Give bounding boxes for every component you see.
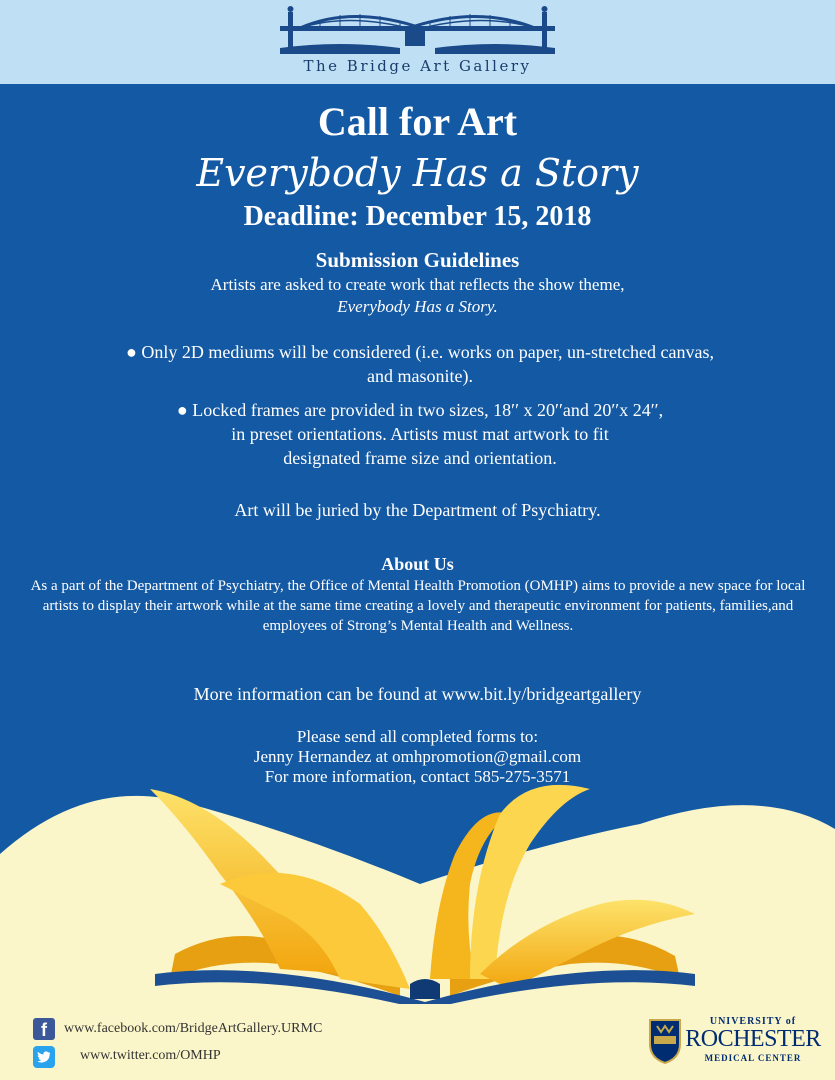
deadline: Deadline: December 15, 2018	[243, 201, 592, 232]
logo-medical-center: MEDICAL CENTER	[704, 1053, 802, 1063]
guidelines-intro	[0, 274, 835, 318]
guidelines-intro-line: Artists are asked to create work that reflects the show theme,	[210, 275, 625, 294]
more-info: More information can be found at www.bit.ly/bridgeartgallery	[193, 684, 642, 704]
about-body: As a part of the Department of Psychiatry, the Office of Mental Health Promotion (OMHP) aims to provide a new space for local artists to display their artwork while at the same time creating a lovely and therapeutic environment for patients, families,and employees of Strong’s Mental Health and Wellness.	[30, 578, 806, 634]
bullet-mediums-line2: and masonite).	[367, 366, 473, 386]
poster-subtitle: Everybody Has a Story	[196, 151, 639, 195]
logo-university: UNIVERSITY of	[709, 1016, 797, 1027]
header-banner	[0, 0, 835, 84]
university-shield-icon	[648, 1018, 682, 1064]
gallery-name: The Bridge Art Gallery	[303, 57, 532, 75]
about-title: About Us	[381, 554, 454, 574]
guideline-bullet-frames	[80, 398, 760, 470]
juried-note: Art will be juried by the Department of Psychiatry.	[234, 500, 601, 520]
logo-name: ROCHESTER	[685, 1026, 821, 1052]
facebook-link[interactable]: www.facebook.com/BridgeArtGallery.URMC	[64, 1021, 323, 1036]
twitter-link[interactable]: www.twitter.com/OMHP	[80, 1048, 221, 1063]
bridge-illustration	[280, 4, 555, 56]
facebook-icon[interactable]: f	[33, 1018, 55, 1040]
poster-title: Call for Art	[317, 99, 518, 144]
send-line: Please send all completed forms to:	[296, 727, 539, 746]
guidelines-title: Submission Guidelines	[315, 248, 520, 272]
twitter-icon[interactable]	[33, 1046, 55, 1068]
contact-phone-line: For more information, contact 585-275-3571	[264, 767, 571, 786]
guideline-bullet-mediums	[15, 340, 825, 388]
guidelines-theme: Everybody Has a Story.	[337, 297, 498, 316]
contact-email-line: Jenny Hernandez at omhpromotion@gmail.com	[253, 747, 582, 766]
twitter-bird-icon	[33, 1046, 55, 1068]
open-book-illustration	[150, 774, 700, 1004]
bullet-frames-line2: in preset orientations. Artists must mat artwork to fit	[231, 424, 609, 444]
bullet-mediums-line1: ● Only 2D mediums will be considered (i.e. works on paper, un-stretched canvas,	[126, 342, 714, 362]
bullet-frames-line3: designated frame size and orientation.	[283, 448, 557, 468]
bullet-frames-line1: ● Locked frames are provided in two sizes, 18′′ x 20′′and 20′′x 24′′,	[176, 400, 664, 420]
poster-body	[0, 84, 835, 1080]
